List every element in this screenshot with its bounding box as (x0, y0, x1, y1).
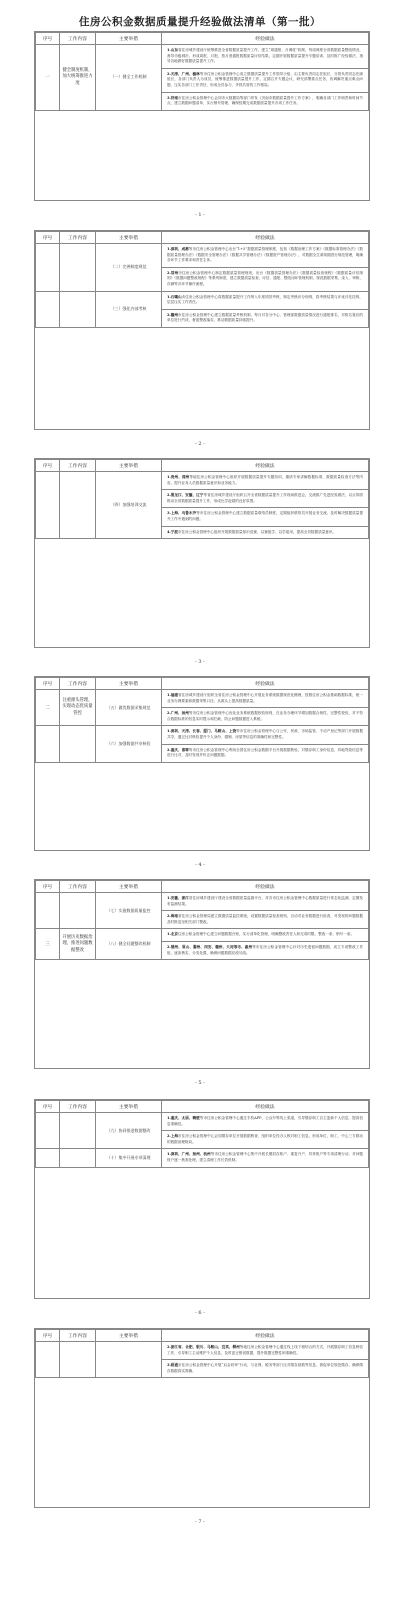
cell-experience (162, 244, 369, 268)
document-page (34, 230, 370, 430)
cell-measure: （四）加强培训交流 (96, 472, 162, 539)
cell-experience (162, 92, 369, 110)
experience-text: 等市住房公积金管理中心出台“1+5”数据质量管理制度，包括《数据治理工作方案》《数据标准管理办法》《数据质量管理办法》《数据安全管理办法》《数据共享管理办法》《数据资产管理办法》，对数据全生命周期进行规范管理，明确各环节工作要求和责任主体。 (167, 247, 363, 263)
cell-experience (162, 929, 369, 942)
experience-table (35, 1100, 369, 1168)
document-page (34, 1328, 370, 1508)
cell-measure: （五）做优数据采集规范 (96, 690, 162, 726)
experience-city: 1.福建 (167, 693, 179, 697)
cell-seq (36, 1149, 60, 1167)
table-header-row (36, 1101, 369, 1113)
experience-text: 等市住房公积金管理中心与公安、民政、市场监管、不动产登记等部门开展数据共享，通过比对核验提升个人身份、婚姻、房屋等信息的准确性和完整性。 (167, 729, 363, 739)
cell-experience (162, 744, 369, 762)
column-header-exp: 经验做法 (162, 1101, 369, 1113)
cell-work (60, 244, 96, 292)
table-row (36, 929, 369, 942)
cell-work (60, 1149, 96, 1167)
experience-text: 市住房公积金管理中心将数据质量提升工作纳入年度绩效考核，制定考核评分细则，将考核结果与评优评先挂钩，层层压实工作责任。 (167, 294, 363, 305)
column-header-work: 工作内容 (60, 33, 96, 45)
table-header-row (36, 33, 369, 45)
table-header-row (36, 881, 369, 893)
document-page (34, 879, 370, 1069)
experience-city: 2.德州、眉山、滁州、西安、赣州、大同等市、惠州 (167, 944, 253, 949)
cell-work (60, 726, 96, 762)
column-header-exp: 经验做法 (162, 1330, 369, 1342)
experience-text: 等市住房公积金管理中心成立数据质量提升工作领导小组，由主要负责同志任组长，分管负责同志任副组长，各部门负责人为成员，统筹推进数据质量提升工作，定期召开专题会议，研究部署重点任务，协调解决重点难点问题，压实各部门工作责任，形成全员参与、齐抓共管的工作格局。 (167, 71, 363, 87)
table-row (36, 1149, 369, 1167)
cell-experience (162, 68, 369, 92)
experience-city: 2.赣州 (167, 312, 179, 317)
experience-table (35, 1329, 369, 1378)
document-title: 住房公积金数据质量提升经验做法清单（第一批） (79, 16, 321, 28)
experience-text: 等市住房公积金管理中心利用全国住房公积金数据平台开展数据核验，对缴存职工身份信息、异地贷款信息等进行比对，及时发现并纠正问题数据。 (167, 747, 363, 758)
cell-measure: （六）加强数据共享核验 (96, 726, 162, 762)
table-header-row (36, 460, 369, 472)
cell-measure: （十）集中开展专项清理 (96, 1149, 162, 1167)
table-row (36, 45, 369, 69)
table-row (36, 726, 369, 744)
document-page (34, 31, 370, 201)
cell-experience (162, 508, 369, 526)
column-header-measure: 主要举措 (96, 232, 162, 244)
table-row (36, 472, 369, 490)
document-page (34, 1099, 370, 1299)
cell-work: 健全制度机制，加大统筹推进力度 (60, 45, 96, 111)
table-header-row (36, 678, 369, 690)
table-row (36, 1113, 369, 1131)
cell-work (60, 1113, 96, 1149)
cell-experience (162, 309, 369, 327)
experience-city: 1.山东 (167, 48, 179, 52)
cell-experience (162, 893, 369, 911)
table-header-row (36, 1330, 369, 1342)
experience-city: 1.重庆、太原、鹤壁 (167, 1116, 200, 1120)
column-header-work: 工作内容 (60, 1101, 96, 1113)
column-header-exp: 经验做法 (162, 460, 369, 472)
cell-seq: 一 (36, 45, 60, 111)
experience-text: 等市住房公积金管理中心集中开展长期封存账户、重复开户、异常账户等专项清理行动，对问题账户逐一核查处理，建立清理工作长效机制。 (167, 1152, 363, 1162)
column-header-seq: 序号 (36, 881, 60, 893)
experience-text: 等地住房公积金管理中心通过线上线下相结合的方式，开展缴存职工信息核验工作，引导职工主动维护个人信息，及时更正错误数据，提升数据完整性和准确性。 (167, 1345, 363, 1355)
experience-text: 市住房公积金管理中心会同市大数据局等部门印发《济南市数据质量提升工作方案》，明确各部门工作职责和时间节点，建立数据问题清单，实行销号管理，确保按期完成数据质量提升各项工作任务。 (167, 95, 363, 106)
table-row (36, 1342, 369, 1360)
table-row (36, 893, 369, 911)
experience-table (35, 32, 369, 111)
column-header-seq: 序号 (36, 1101, 60, 1113)
experience-city: 2.海南 (167, 914, 179, 919)
experience-text: 市住房公积金管理中心开展“双金同审”行动，与社保、税务等部门比对缴存基数等信息，督促单位规范缴存，确保缴存数据真实准确。 (167, 1363, 363, 1373)
page-number: - 4 - (195, 862, 205, 868)
experience-city: 2.重庆、邯郸 (167, 747, 189, 752)
experience-city: 3.济南 (167, 95, 179, 100)
page-number: - 2 - (195, 441, 205, 447)
column-header-seq: 序号 (36, 678, 60, 690)
experience-city: 2.天津、广州、榆林 (167, 71, 200, 76)
column-header-measure: 主要举措 (96, 33, 162, 45)
column-header-work: 工作内容 (60, 678, 96, 690)
experience-text: 市住房公积金管理中心建立数据质量考核机制，每月对各分中心、管理部数据质量情况进行通报排名，对排名靠后的单位进行约谈，督促整改落实，推动数据质量持续提升。 (167, 312, 363, 323)
cell-experience (162, 911, 369, 929)
experience-text: 等地住房公积金管理中心组织开展数据质量提升专题培训，邀请专家讲解数据标准、数据质量检查方法等内容，提升业务人员数据质量意识和业务能力。 (167, 475, 363, 485)
experience-text: 等省住房城乡建设厅组织召开全省数据质量提升工作现场推进会，交流推广先进经验做法，以点带面推动全省数据质量提升工作，形成比学赶超的良好氛围。 (167, 493, 363, 503)
cell-seq (36, 472, 60, 539)
document-page (34, 676, 370, 851)
cell-work (60, 291, 96, 327)
experience-text: 等市住房公积金管理中心通过手机APP、公众号等线上渠道，引导缴存职工自主更新个人信息，提高信息准确性。 (167, 1116, 363, 1126)
column-header-measure: 主要举措 (96, 460, 162, 472)
experience-city: 1.安徽、浙江 (167, 896, 189, 900)
experience-city: 2.广州、扬州 (167, 711, 189, 716)
cell-work: 开展历史数据治理，推进问题数据整改 (60, 929, 96, 960)
experience-text: 省住房城乡建设厅统筹推进全省数据质量提升工作，建立“周通报、月调度”机制，每周调度全省数据质量整改情况，督导市级城市，形成周报、月报，按月度通报数据质量评估结果，定期开展数据质量提升专题培训，及时推广经验做法，指导各地做好数据质量提升工作。 (167, 48, 363, 64)
experience-city: 2.黑龙江、安徽、辽宁 (167, 493, 204, 498)
column-header-seq: 序号 (36, 33, 60, 45)
experience-city: 2.常州 (167, 270, 179, 275)
experience-city: 1.深圳、天津、长春、厦门、马鞍山、上饶 (167, 729, 237, 734)
cell-experience (162, 690, 369, 708)
page-number: - 3 - (195, 659, 205, 665)
cell-experience (162, 726, 369, 744)
cell-experience (162, 1342, 369, 1360)
cell-experience (162, 490, 369, 508)
cell-experience (162, 267, 369, 291)
column-header-measure: 主要举措 (96, 678, 162, 690)
column-header-work: 工作内容 (60, 881, 96, 893)
experience-city: 1.北京 (167, 932, 178, 937)
experience-city: 1.深圳、成都 (167, 247, 189, 251)
experience-city: 1.深圳、广州、扬州、杭州 (167, 1152, 211, 1157)
document-page (34, 458, 370, 648)
experience-table (35, 459, 369, 539)
column-header-measure: 主要举措 (96, 1330, 162, 1342)
cell-experience (162, 1360, 369, 1378)
experience-text: 等市住房公积金管理中心优化业务系统数据校验规则，在业务办理环节增加数据合规性、完整性校验，对不符合数据标准的信息实时提示和拦截，防止问题数据进入系统。 (167, 711, 363, 721)
cell-seq (36, 893, 60, 929)
column-header-exp: 经验做法 (162, 678, 369, 690)
experience-text: 市住房公积金管理中心制定数据质量管理规则，出台《数据质量管理办法》《数据质量检查规程》《数据质量评估细则》《数据问题整改规程》等系列制度，建立数据质量检查、评估、通报、整改闭环管理机制，规范数据采集、录入、审核、存储等各环节操作流程。 (167, 270, 363, 286)
table-row (36, 291, 369, 309)
cell-seq (36, 1342, 60, 1378)
cell-experience (162, 472, 369, 490)
cell-seq (36, 291, 60, 327)
column-header-measure: 主要举措 (96, 1101, 162, 1113)
experience-table (35, 880, 369, 960)
page-number: - 6 - (195, 1310, 205, 1316)
experience-text: 等市住房公积金管理中心建立数据质量联络员制度，定期组织联络员开展业务交流，及时解决数据质量提升工作中遇到的问题。 (167, 511, 363, 521)
cell-experience (162, 291, 369, 309)
experience-table (35, 231, 369, 328)
cell-experience (162, 1149, 369, 1167)
column-header-seq: 序号 (36, 1330, 60, 1342)
cell-work (60, 472, 96, 539)
column-header-work: 工作内容 (60, 460, 96, 472)
cell-seq (36, 1113, 60, 1149)
cell-seq: 二 (36, 690, 60, 726)
cell-experience (162, 708, 369, 726)
experience-city: 2.浙江省、合肥、银川、马鞍山、宜宾、柳州 (167, 1345, 240, 1349)
experience-city: 1.石嘴山 (167, 294, 182, 299)
experience-text: 市住房公积金管理中心组织开展数据质量知识竞赛，以赛促学、以学促用，提高全员数据质量意识。 (177, 529, 337, 534)
cell-measure: （二）完善制度规范 (96, 244, 162, 292)
cell-measure: （八）健全问题整改机制 (96, 929, 162, 960)
experience-city: 1.贵州、漳州 (167, 475, 190, 479)
column-header-seq: 序号 (36, 460, 60, 472)
cell-experience (162, 941, 369, 959)
cell-measure: （七）实施数据质量监控 (96, 893, 162, 929)
experience-text: 省住房公积金管理局建立数据质量监控系统，设置数据质量检查规则，自动对业务数据进行检查，对发现的问题数据及时推送至相关部门整改。 (167, 914, 363, 924)
table-row (36, 690, 369, 708)
cell-measure: （三）强化内部考核 (96, 291, 162, 327)
page-number: - 7 - (195, 1519, 205, 1525)
column-header-work: 工作内容 (60, 1330, 96, 1342)
column-header-exp: 经验做法 (162, 232, 369, 244)
experience-text: 等市住房公积金管理中心针对历史遗留问题数据，成立专项整改工作组，逐条核实、分类处置，确保问题数据应改尽改。 (167, 944, 363, 955)
experience-text: 住房公积金管理中心建立问题数据台账，实行清单化管理，明确整改责任人和完成时限，整改一条、销号一条。 (177, 932, 355, 937)
experience-city: 2.上海 (167, 1134, 179, 1139)
cell-experience (162, 526, 369, 539)
experience-text: 省住房城乡建设厅建设全省数据质量监测平台，对各市住房公积金管理中心数据质量进行常态化监测，定期发布监测结果。 (167, 896, 363, 906)
column-header-work: 工作内容 (60, 232, 96, 244)
cell-measure: （一）健全工作机制 (96, 45, 162, 111)
cell-experience (162, 1113, 369, 1131)
table-header-row (36, 232, 369, 244)
cell-seq (36, 726, 60, 762)
column-header-exp: 经验做法 (162, 33, 369, 45)
column-header-measure: 主要举措 (96, 881, 162, 893)
cell-work (60, 1342, 96, 1378)
cell-measure: （九）协同推进数据整改 (96, 1113, 162, 1149)
cell-measure (96, 1342, 162, 1378)
cell-seq: 三 (36, 929, 60, 960)
cell-experience (162, 45, 369, 69)
cell-work: 注重源头管理，实现动态优质量管控 (60, 690, 96, 726)
experience-text: 市住房公积金管理中心会同缴存单位开展数据核查，组织单位经办人核对职工信息，形成单位、职工、中心三方联动的数据治理格局。 (167, 1134, 363, 1144)
experience-text: 省住房城乡建设厅组织全省住房公积金管理中心开展业务系统数据规范化梳理，按照住房公积金基础数据标准，统一业务办理要素和数据采集口径，从源头上提高数据质量。 (167, 693, 363, 703)
table-row (36, 244, 369, 268)
cell-seq (36, 244, 60, 292)
experience-table (35, 677, 369, 763)
cell-work (60, 893, 96, 929)
page-number: - 1 - (195, 212, 205, 218)
experience-city: 3.上海、乌鲁木齐 (167, 511, 197, 516)
column-header-exp: 经验做法 (162, 881, 369, 893)
cell-experience (162, 1131, 369, 1149)
experience-city: 3.昭通 (167, 1363, 179, 1368)
experience-city: 4.宁波 (167, 529, 178, 534)
page-number: - 5 - (195, 1080, 205, 1086)
column-header-seq: 序号 (36, 232, 60, 244)
